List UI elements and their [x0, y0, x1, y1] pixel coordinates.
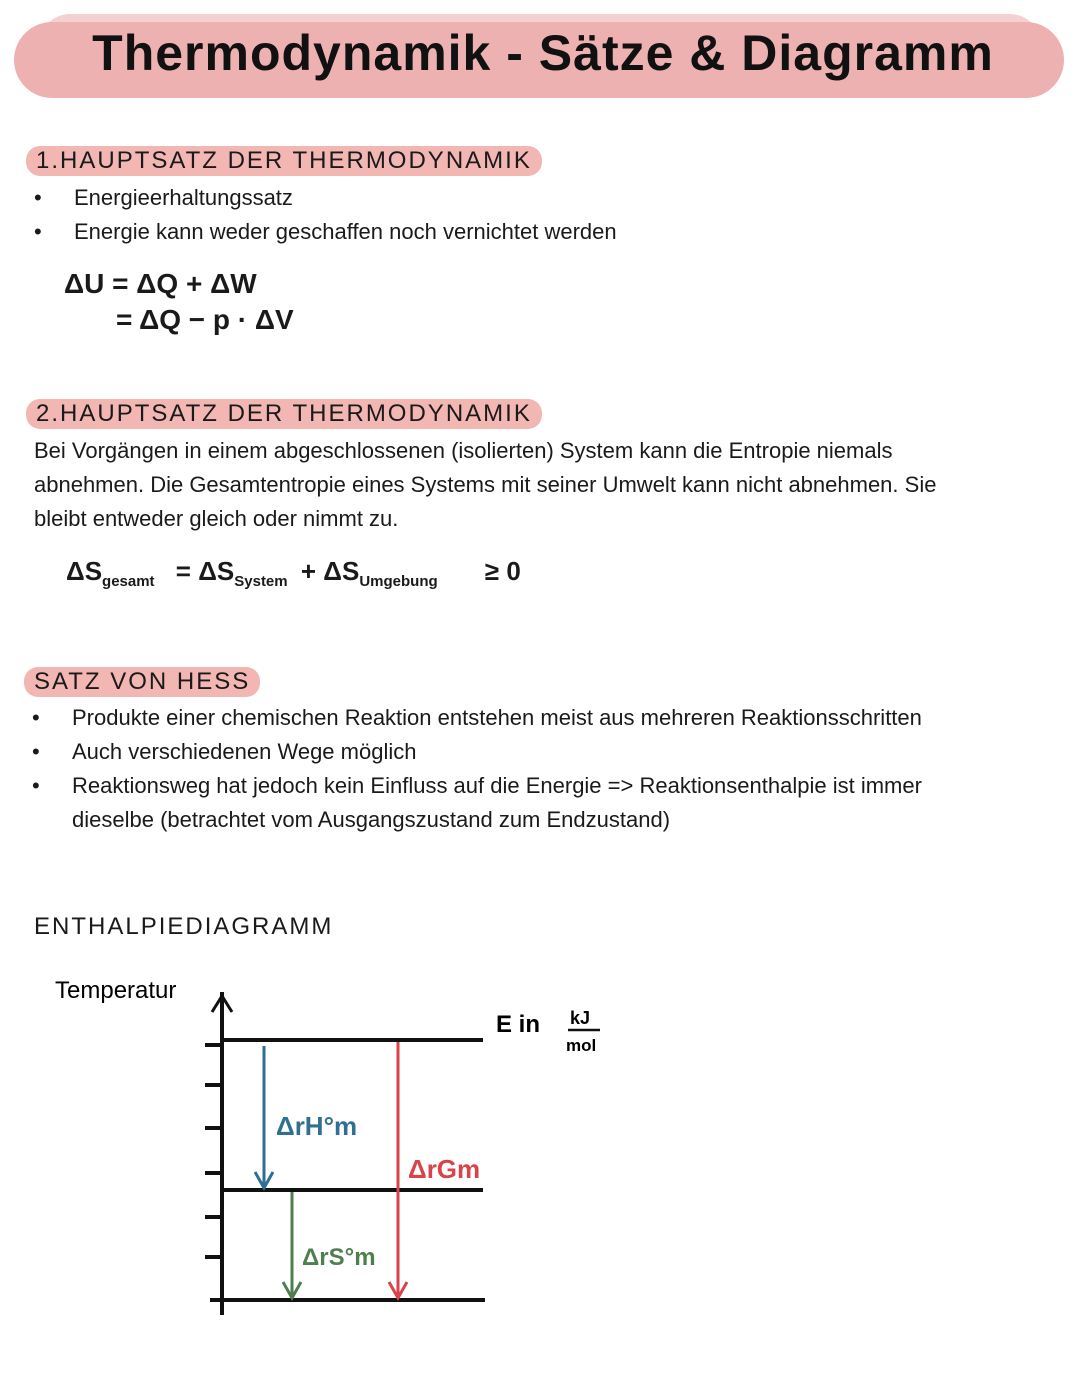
plus: +	[300, 556, 317, 586]
first-law-formula-line1: ΔU = ΔQ + ΔW	[64, 268, 257, 299]
paragraph-line: Bei Vorgängen in einem abgeschlossenen (isolierten) System kann die Entropie niemals	[34, 438, 893, 463]
sub-system: System	[234, 573, 288, 591]
list-item: • Produkte einer chemischen Reaktion entstehen meist aus mehreren Reaktionsschritten	[32, 701, 922, 735]
list-item: • Auch verschiedenen Wege möglich	[32, 735, 922, 769]
enthalpy-label: ΔrH°m	[276, 1111, 358, 1141]
geq-zero: ≥ 0	[484, 556, 521, 586]
axis-ticks	[205, 1045, 222, 1257]
enthalpy-diagram	[0, 960, 640, 1330]
sub-umgebung: Umgebung	[359, 573, 438, 591]
unit-denominator: mol	[566, 1036, 597, 1055]
paragraph-line: abnehmen. Die Gesamtentropie eines Systems mit seiner Umwelt kann nicht abnehmen. Sie	[34, 472, 937, 497]
second-law-paragraph	[34, 434, 936, 536]
section-heading-2: 2.HAUPTSATZ DER THERMODYNAMIK	[26, 399, 542, 429]
first-law-formula-line2: = ΔQ − p · ΔV	[116, 304, 294, 335]
gibbs-label: ΔrGm	[408, 1154, 481, 1184]
list-item: • Reaktionsweg hat jedoch kein Einfluss auf die Energie => Reaktionsenthalpie ist immer	[32, 769, 922, 803]
y-axis-label: Temperatur	[55, 977, 177, 1004]
equals: =	[175, 556, 191, 586]
delta-s: ΔS	[198, 556, 235, 586]
list-item: • Energie kann weder geschaffen noch vernichtet werden	[34, 215, 617, 249]
section-heading-1: 1.HAUPTSATZ DER THERMODYNAMIK	[26, 146, 542, 176]
hess-bullets	[32, 701, 922, 837]
entropy-label: ΔrS°m	[302, 1244, 376, 1271]
delta-s: ΔS	[323, 556, 360, 586]
entropy-formula	[66, 556, 521, 590]
page-title: Thermodynamik - Sätze & Diagramm	[92, 25, 994, 81]
section-heading-4: ENTHALPIEDIAGRAMM	[34, 913, 334, 940]
list-item-continuation: dieselbe (betrachtet vom Ausgangszustand zum Endzustand)	[72, 807, 671, 832]
unit-label: E in	[496, 1011, 541, 1038]
delta-s: ΔS	[66, 556, 103, 586]
section-heading-3: SATZ VON HESS	[24, 667, 260, 697]
sub-gesamt: gesamt	[102, 573, 155, 591]
section1-bullets	[34, 181, 617, 249]
paragraph-line: bleibt entweder gleich oder nimmt zu.	[34, 506, 399, 531]
list-item: • Energieerhaltungssatz	[34, 181, 617, 215]
unit-numerator: kJ	[570, 1008, 591, 1028]
